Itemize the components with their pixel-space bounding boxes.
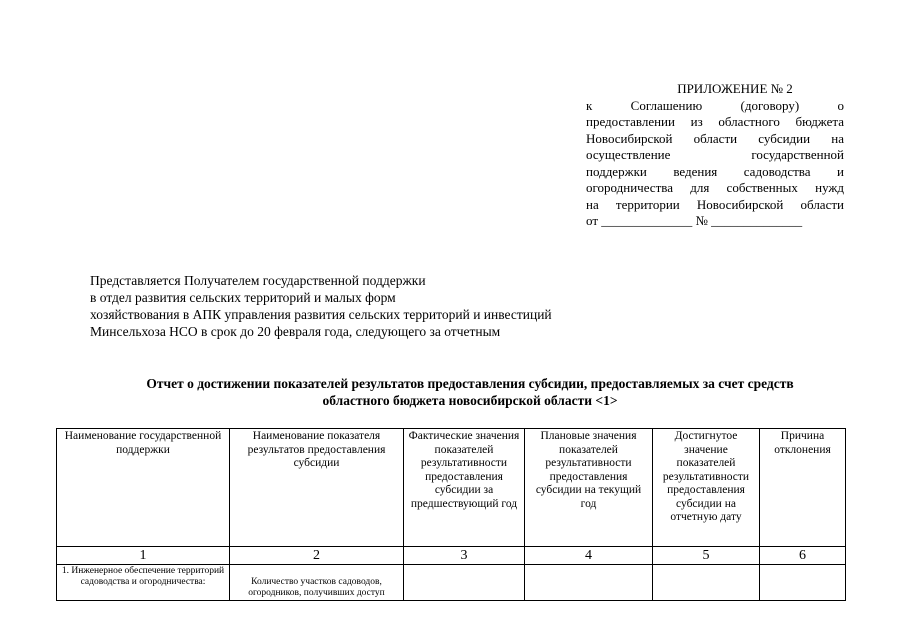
appendix-line: осуществление государственной [586, 147, 844, 162]
appendix-line: Новосибирской области субсидии на [586, 130, 844, 146]
column-number-row [57, 547, 846, 565]
column-number: 6 [760, 547, 846, 565]
appendix-line: к Соглашению (договору) о [586, 97, 844, 113]
appendix-title: ПРИЛОЖЕНИЕ № 2 [677, 81, 793, 96]
column-number: 4 [525, 547, 653, 565]
appendix-block [586, 81, 844, 230]
column-number: 3 [404, 547, 525, 565]
report-title [80, 375, 860, 409]
header-cell: Фактические значения показателей результативности предоставления субсидии за предшествующий год [404, 429, 525, 547]
submission-note [90, 272, 552, 340]
appendix-line: предоставлении из областного бюджета [586, 114, 844, 129]
actual-value-cell [404, 565, 525, 601]
header-cell: Плановые значения показателей результативности предоставления субсидии на текущий год [525, 429, 653, 547]
submission-line: Минсельхоза НСО в срок до 20 февраля года, следующего за отчетным [90, 324, 501, 339]
planned-value-cell [525, 565, 653, 601]
column-number: 2 [230, 547, 404, 565]
header-cell: Наименование государственной поддержки [57, 429, 230, 547]
submission-line: хозяйствования в АПК управления развития сельских территорий и инвестиций [90, 307, 552, 322]
appendix-line: огородничества для собственных нужд [586, 180, 844, 195]
achieved-value-cell [653, 565, 760, 601]
deviation-reason-cell [760, 565, 846, 601]
report-title-line: областного бюджета новосибирской области <1> [322, 393, 618, 408]
indicator-name-cell: Количество участков садоводов, огородников, получивших доступ [230, 565, 404, 601]
support-name-cell: 1. Инженерное обеспечение территорий садоводства и огородничества: [57, 565, 230, 601]
table-header-row [57, 429, 846, 547]
report-title-line: Отчет о достижении показателей результатов предоставления субсидии, предоставляемых за счет средств [146, 376, 794, 391]
header-cell: Причина отклонения [760, 429, 846, 547]
appendix-date-number-line: от ______________ № ______________ [586, 213, 803, 228]
report-table [56, 428, 846, 601]
column-number: 1 [57, 547, 230, 565]
table-row [57, 565, 846, 601]
column-number: 5 [653, 547, 760, 565]
submission-line: в отдел развития сельских территорий и малых форм [90, 290, 396, 305]
appendix-line: на территории Новосибирской области [586, 196, 844, 212]
header-cell: Наименование показателя результатов предоставления субсидии [230, 429, 404, 547]
header-cell: Достигнутое значение показателей результативности предоставления субсидии на отчетную дату [653, 429, 760, 547]
submission-line: Представляется Получателем государственной поддержки [90, 273, 426, 288]
appendix-line: поддержки ведения садоводства и [586, 163, 844, 179]
